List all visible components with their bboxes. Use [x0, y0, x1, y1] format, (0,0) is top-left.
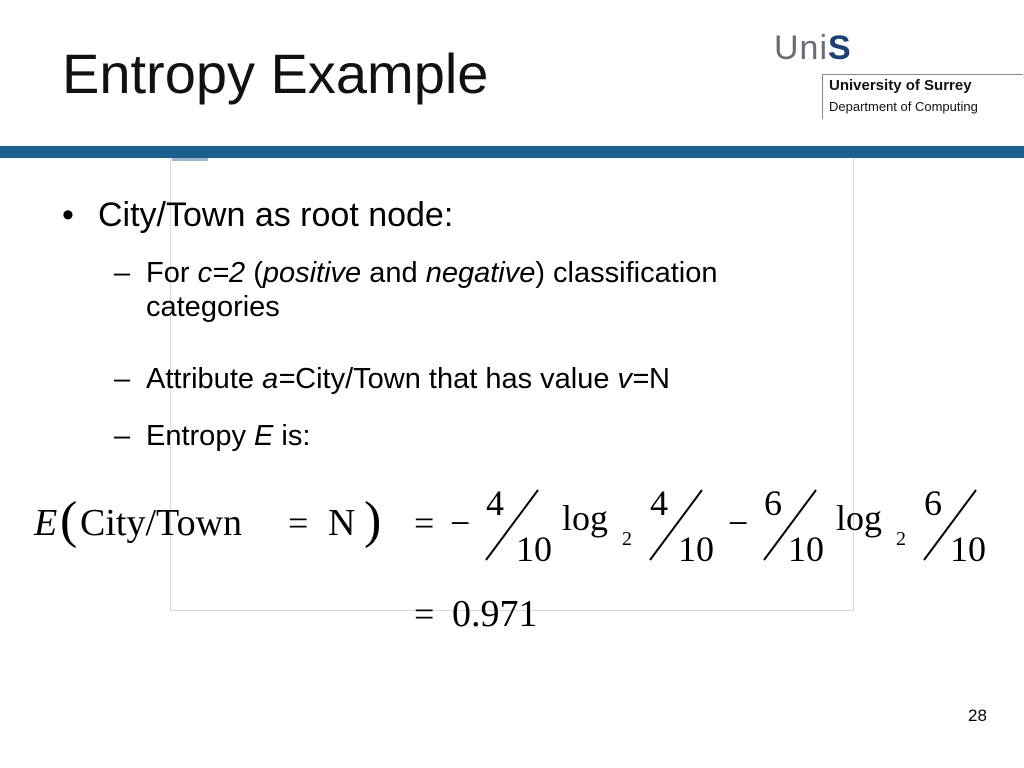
eq-denominator-4: 10 [950, 529, 986, 569]
sub-bullet-dash: – [114, 257, 131, 289]
logo-university-name: University of Surrey [829, 77, 972, 94]
page-number: 28 [968, 706, 987, 725]
eq-log-2: log [836, 498, 883, 538]
text-categories: categories [146, 291, 280, 323]
text-a-eq: a= [262, 363, 296, 395]
text-open-paren: ( [245, 257, 263, 289]
text-value-n: N [648, 363, 670, 395]
eq-log-base-2: 2 [896, 528, 906, 550]
text-e-symbol: E [254, 420, 274, 452]
text-entropy: Entropy [146, 420, 254, 452]
eq-log-1: log [562, 498, 609, 538]
eq-numerator-2: 4 [650, 483, 668, 523]
eq-left-paren: ( [60, 492, 78, 549]
eq-log-base-1: 2 [622, 528, 632, 550]
sub-bullet-attribute [114, 362, 670, 396]
eq-n: N [328, 502, 356, 544]
sub-bullet-entropy [114, 419, 310, 453]
bullet-text: City/Town as root node: [98, 196, 454, 234]
sub-bullet-classification [114, 256, 974, 324]
logo-text-box [822, 74, 1023, 119]
eq-denominator-2: 10 [678, 529, 714, 569]
logo-mark [774, 30, 852, 66]
eq-denominator-3: 10 [788, 529, 824, 569]
eq-inner-equals: = [288, 503, 309, 543]
logo-department-name: Department of Computing [829, 99, 978, 114]
bullet-root-node [62, 195, 453, 235]
text-classification: ) classification [535, 257, 718, 289]
eq-numerator-1: 4 [486, 483, 504, 523]
sub-bullet-dash: – [114, 363, 131, 395]
text-v-eq: v= [617, 363, 649, 395]
eq-e-symbol: E [34, 502, 58, 544]
eq-right-paren: ) [364, 492, 382, 549]
text-and: and [361, 257, 426, 289]
eq-numerator-3: 6 [764, 483, 782, 523]
text-negative: negative [425, 257, 536, 289]
eq-minus-2: − [728, 503, 749, 543]
text-city-town-value: City/Town that has value [295, 363, 618, 395]
eq-numerator-4: 6 [924, 483, 942, 523]
sub-bullet-dash: – [114, 420, 131, 452]
eq-equals-1: = [414, 503, 435, 543]
university-logo [774, 29, 978, 114]
eq-denominator-1: 10 [516, 529, 552, 569]
slide-title: Entropy Example [62, 42, 489, 105]
logo-mark-prefix: Uni [774, 29, 829, 67]
header-band [0, 146, 1024, 158]
text-attribute: Attribute [146, 363, 263, 395]
entropy-equation [0, 470, 1024, 640]
eq-result: 0.971 [452, 593, 538, 635]
eq-minus-1: − [450, 503, 471, 543]
text-positive: positive [262, 257, 362, 289]
text-is: is: [273, 420, 311, 452]
eq-argument: City/Town [80, 502, 243, 544]
text-c-eq: c=2 [197, 257, 246, 289]
bullet-dot: • [62, 196, 74, 234]
eq-equals-2: = [414, 594, 435, 634]
text-for: For [146, 257, 198, 289]
logo-mark-suffix: S [828, 29, 852, 67]
